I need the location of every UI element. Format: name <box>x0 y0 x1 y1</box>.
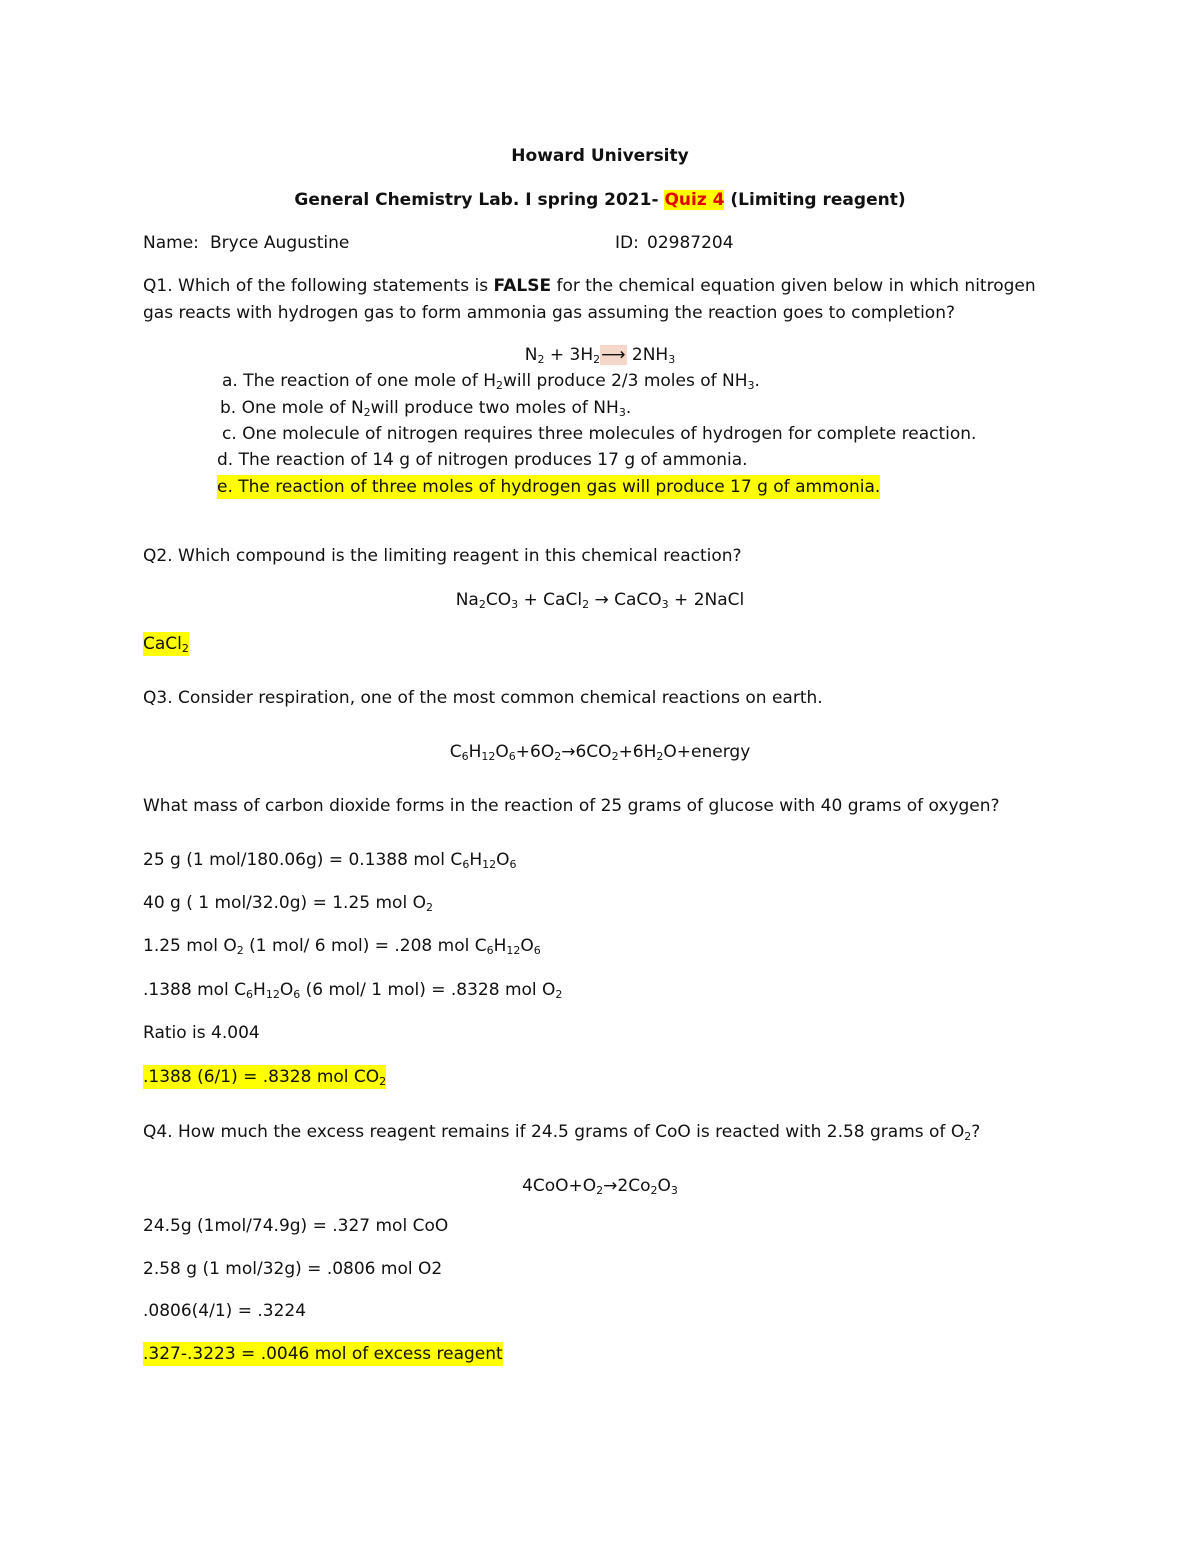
q1-option-d: d. The reaction of 14 g of nitrogen produces 17 g of ammonia. <box>217 450 748 470</box>
q1-prompt-line2: gas reacts with hydrogen gas to form ammonia gas assuming the reaction goes to completion? <box>143 303 955 323</box>
q3-work-2: 40 g ( 1 mol/32.0g) = 1.25 mol $O_2$ <box>143 893 433 914</box>
q2-prompt: Q2. Which compound is the limiting reagent in this chemical reaction? <box>143 546 742 566</box>
q4-prompt: Q4. How much the excess reagent remains if 24.5 grams of CoO is reacted with 2.58 grams of $O_2$? <box>143 1122 981 1143</box>
q3-equation: $C_6H_{12}O_6+6O_2\to 6CO_2+6H_2O+energy$ <box>449 742 751 763</box>
q3-answer: .1388 (6/1) = .8328 mol $CO_2$ <box>143 1067 387 1088</box>
q1-option-a: a. The reaction of one mole of $H_2will$ produce 2/3 moles of $NH_3$. <box>222 371 760 392</box>
q3-number: Q3 <box>143 688 168 708</box>
id-label: ID: <box>615 233 639 253</box>
q4-work-2: 2.58 g (1 mol/32g) = .0806 mol O2 <box>143 1259 443 1279</box>
q4-work-3: .0806(4/1) = .3224 <box>143 1301 307 1321</box>
false-word: FALSE <box>493 276 552 296</box>
q1-option-b: b. One mole of $N_2will$ produce two moles of $NH_3$. <box>220 398 632 419</box>
q4-answer: .327-.3223 = .0046 mol of excess reagent <box>143 1344 503 1364</box>
name-label: Name: <box>143 233 199 253</box>
university-title: Howard University <box>511 146 689 166</box>
q4-work-1: 24.5g (1mol/74.9g) = .327 mol CoO <box>143 1216 449 1236</box>
q3-prompt: Q3. Consider respiration, one of the most common chemical reactions on earth. <box>143 688 823 708</box>
q4-equation: $4CoO+O_2\to 2Co_2O_3$ <box>522 1176 678 1197</box>
quiz-label: Quiz 4 <box>664 190 725 210</box>
q4-number: Q4 <box>143 1122 168 1142</box>
name-value: Bryce Augustine <box>210 233 350 253</box>
q1-number: Q1 <box>143 276 168 296</box>
course-title <box>0 188 1200 212</box>
q2-answer: CaCl$_2$ <box>143 634 189 655</box>
q2-equation: $Na_2CO_3$ + CaCl$_2$ → CaCO$_3$ + 2NaCl <box>455 590 745 611</box>
course-suffix: (Limiting reagent) <box>724 190 906 210</box>
arrow-icon: ⟶ <box>601 345 626 365</box>
q3-ratio: Ratio is 4.004 <box>143 1023 260 1043</box>
q3-work-3: 1.25 mol $O_2$ (1 mol/ 6 mol) = .208 mol $C_6H_{12}O_6$ <box>143 936 541 957</box>
q1-equation: $N_2$ + $3H_2⟶$ $2NH_3$ <box>524 345 676 366</box>
q3-question: What mass of carbon dioxide forms in the reaction of 25 grams of glucose with 40 grams of oxygen? <box>143 796 1000 816</box>
q1-option-c: c. One molecule of nitrogen requires three molecules of hydrogen for complete reaction. <box>222 424 977 444</box>
q1-prompt-line1: Q1. Which of the following statements is FALSE for the chemical equation given below in which nitrogen <box>143 276 1036 296</box>
id-value: 02987204 <box>647 233 734 253</box>
course-prefix: General Chemistry Lab. I spring 2021- <box>294 190 665 210</box>
q3-work-1: 25 g (1 mol/180.06g) = 0.1388 mol $C_6H_{12}O_6$ <box>143 850 517 871</box>
q2-number: Q2 <box>143 546 168 566</box>
q3-work-4: .1388 mol $C_6H_{12}O_6$ (6 mol/ 1 mol) = .8328 mol $O_2$ <box>143 980 563 1001</box>
q1-option-e-answer: e. The reaction of three moles of hydrogen gas will produce 17 g of ammonia. <box>217 477 881 497</box>
